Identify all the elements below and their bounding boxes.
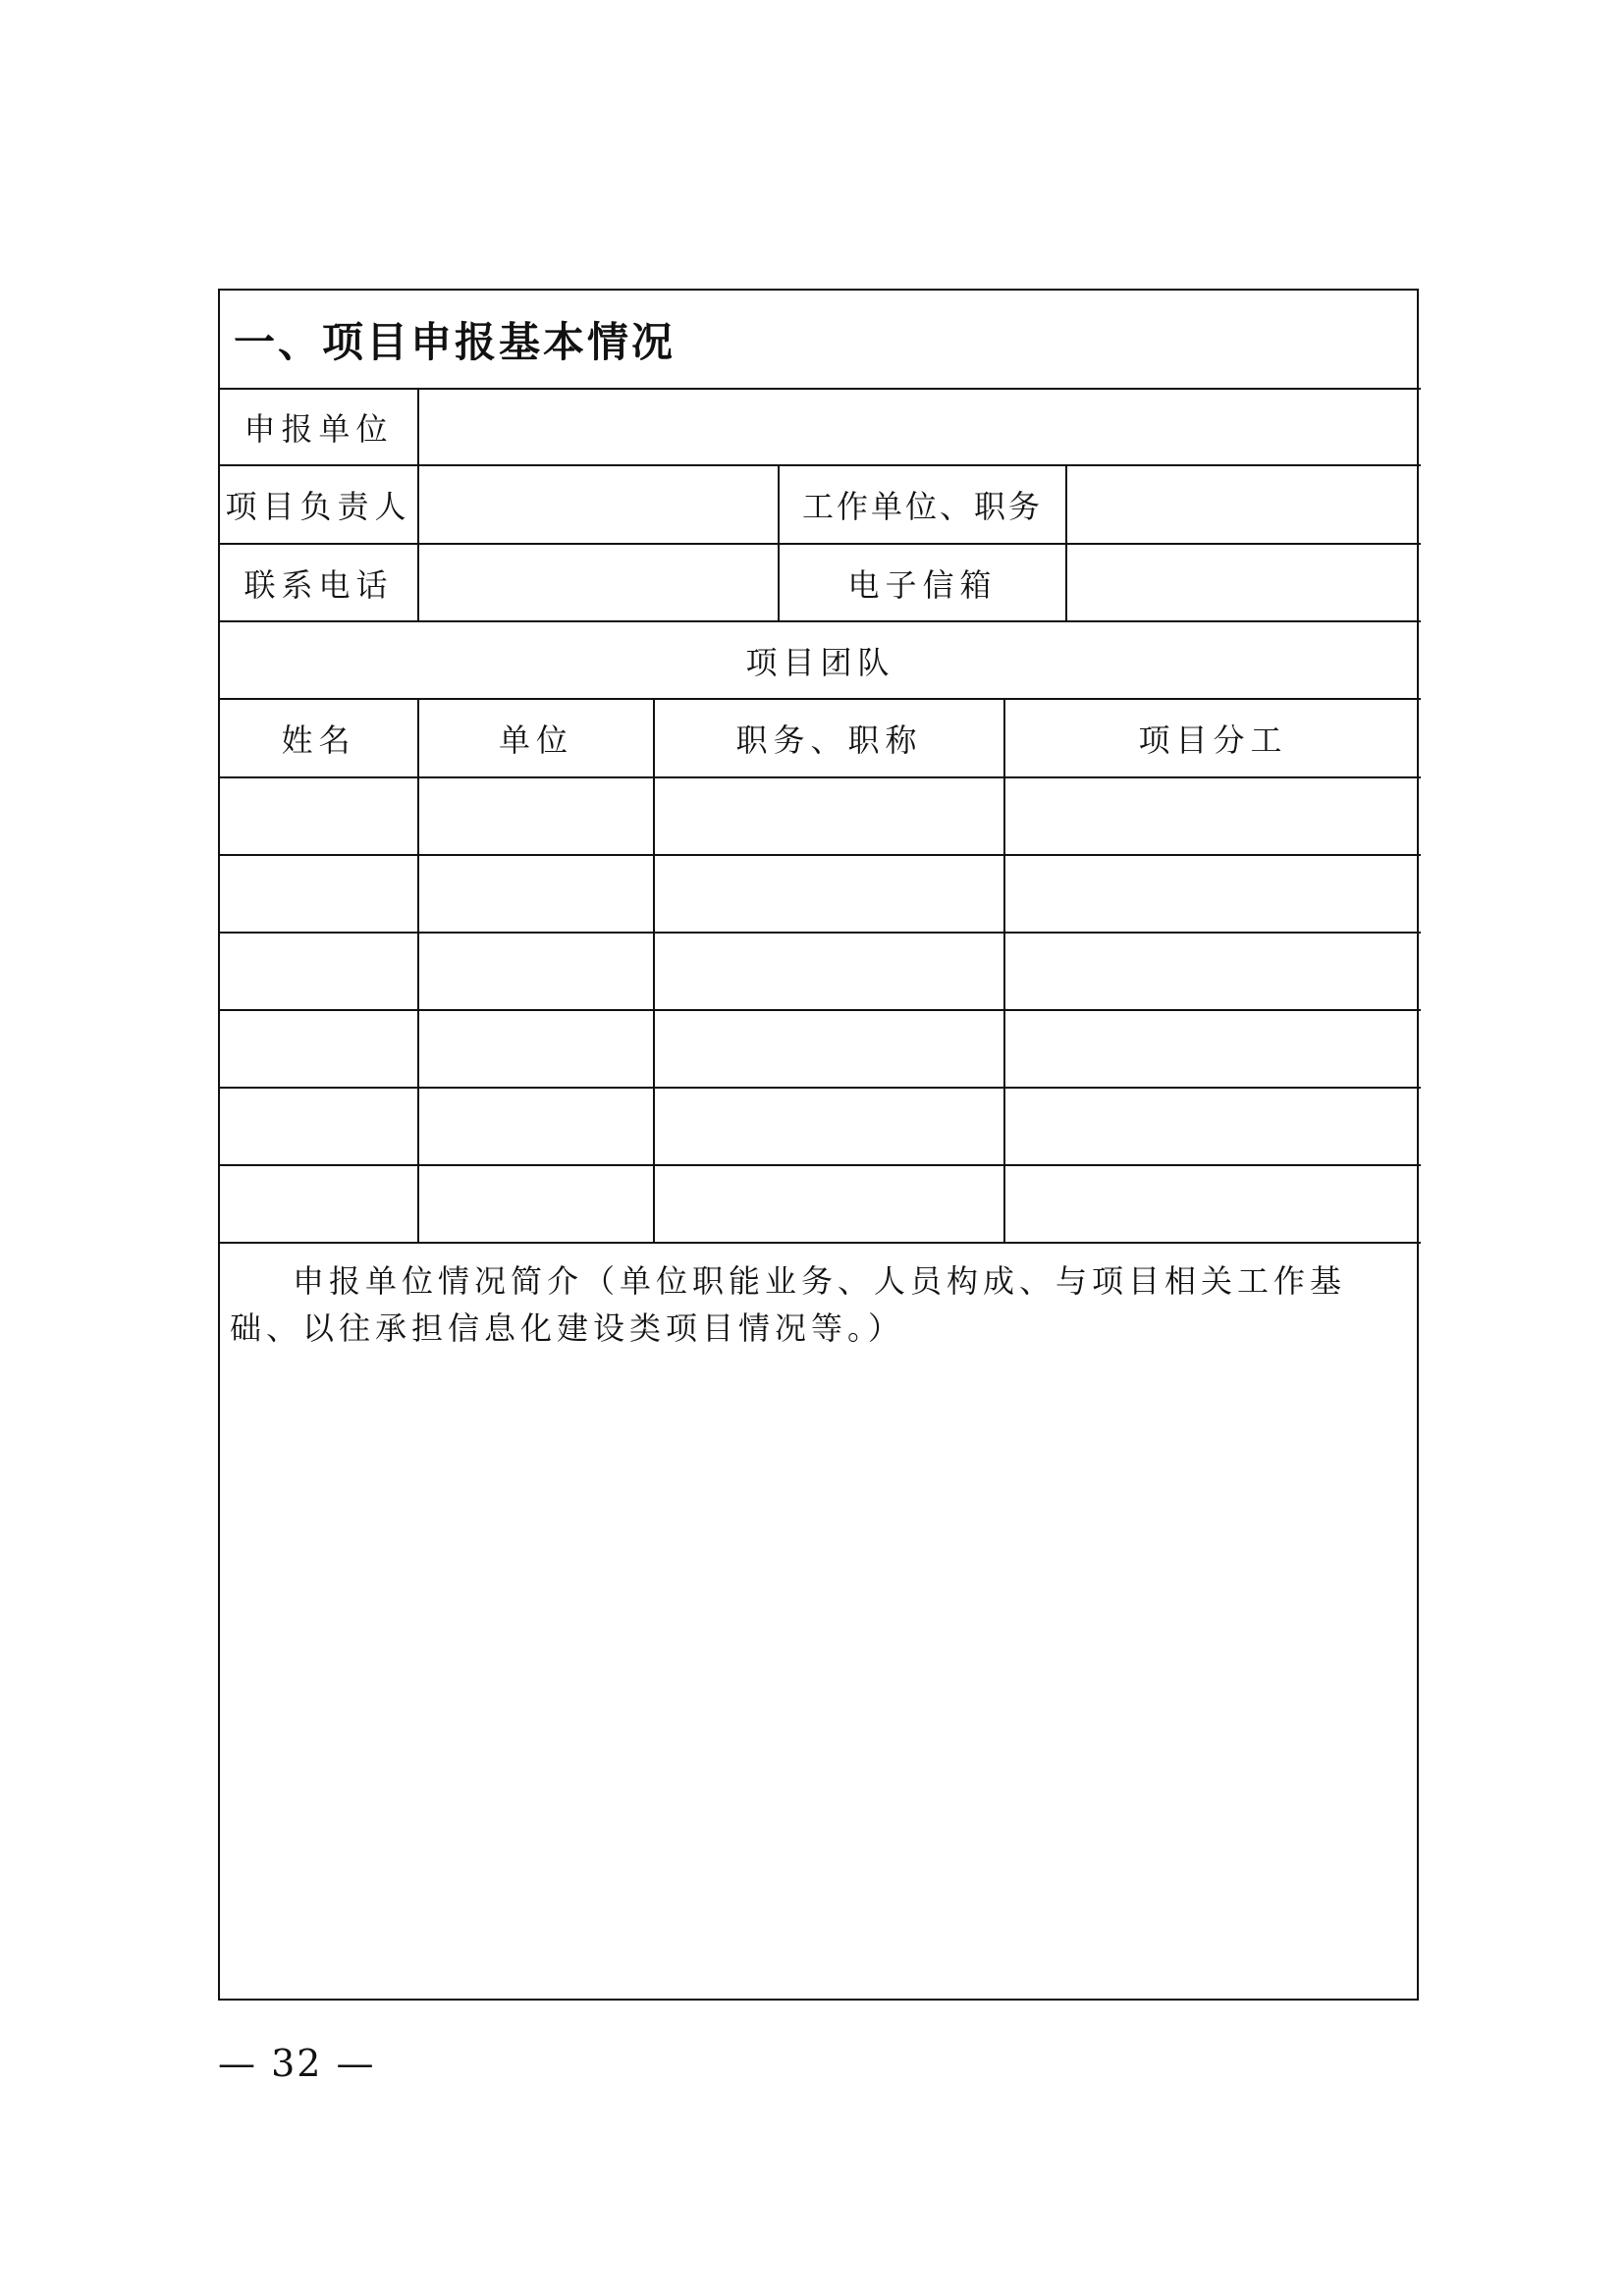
team-title-cell[interactable] bbox=[654, 1165, 1004, 1243]
table-row bbox=[220, 933, 1421, 1010]
work-unit-title-label: 工作单位、职务 bbox=[779, 465, 1066, 544]
team-name-cell[interactable] bbox=[220, 1088, 418, 1165]
team-role-cell[interactable] bbox=[1004, 933, 1421, 1010]
column-header-unit: 单位 bbox=[418, 700, 654, 777]
contact-phone-label: 联系电话 bbox=[220, 544, 418, 621]
team-header-row bbox=[220, 700, 1421, 777]
team-title-cell[interactable] bbox=[654, 933, 1004, 1010]
contact-phone-field[interactable] bbox=[418, 544, 779, 621]
applicant-unit-field[interactable] bbox=[418, 389, 1421, 465]
page-number: — 32 — bbox=[218, 2042, 376, 2085]
team-role-cell[interactable] bbox=[1004, 1088, 1421, 1165]
team-title: 项目团队 bbox=[220, 621, 1421, 699]
table-row bbox=[220, 1088, 1421, 1165]
team-title-cell[interactable] bbox=[654, 1088, 1004, 1165]
table-row bbox=[220, 1165, 1421, 1243]
unit-description-prompt: 申报单位情况简介（单位职能业务、人员构成、与项目相关工作基础、以往承担信息化建设类项目情况等。） bbox=[230, 1262, 1347, 1347]
team-name-cell[interactable] bbox=[220, 1165, 418, 1243]
team-role-cell[interactable] bbox=[1004, 855, 1421, 933]
team-title-cell[interactable] bbox=[654, 777, 1004, 855]
team-name-cell[interactable] bbox=[220, 855, 418, 933]
column-header-name: 姓名 bbox=[220, 700, 418, 777]
application-form bbox=[218, 289, 1419, 2001]
project-leader-field[interactable] bbox=[418, 465, 779, 544]
basic-info-table bbox=[220, 291, 1421, 700]
team-role-cell[interactable] bbox=[1004, 777, 1421, 855]
applicant-unit-label: 申报单位 bbox=[220, 389, 418, 465]
team-role-cell[interactable] bbox=[1004, 1165, 1421, 1243]
project-leader-label: 项目负责人 bbox=[220, 465, 418, 544]
email-field[interactable] bbox=[1066, 544, 1421, 621]
column-header-title: 职务、职称 bbox=[654, 700, 1004, 777]
team-unit-cell[interactable] bbox=[418, 1010, 654, 1088]
team-unit-cell[interactable] bbox=[418, 1088, 654, 1165]
unit-description-area[interactable] bbox=[220, 1244, 1417, 2006]
table-row bbox=[220, 1010, 1421, 1088]
description-table bbox=[220, 1244, 1417, 2006]
team-unit-cell[interactable] bbox=[418, 1165, 654, 1243]
team-role-cell[interactable] bbox=[1004, 1010, 1421, 1088]
team-title-cell[interactable] bbox=[654, 855, 1004, 933]
table-row bbox=[220, 855, 1421, 933]
email-label: 电子信箱 bbox=[779, 544, 1066, 621]
section-title: 一、项目申报基本情况 bbox=[220, 291, 1421, 389]
team-table bbox=[220, 700, 1421, 1244]
team-title-cell[interactable] bbox=[654, 1010, 1004, 1088]
column-header-role: 项目分工 bbox=[1004, 700, 1421, 777]
team-unit-cell[interactable] bbox=[418, 933, 654, 1010]
team-name-cell[interactable] bbox=[220, 777, 418, 855]
team-unit-cell[interactable] bbox=[418, 855, 654, 933]
work-unit-title-field[interactable] bbox=[1066, 465, 1421, 544]
table-row bbox=[220, 777, 1421, 855]
team-unit-cell[interactable] bbox=[418, 777, 654, 855]
team-name-cell[interactable] bbox=[220, 1010, 418, 1088]
team-name-cell[interactable] bbox=[220, 933, 418, 1010]
